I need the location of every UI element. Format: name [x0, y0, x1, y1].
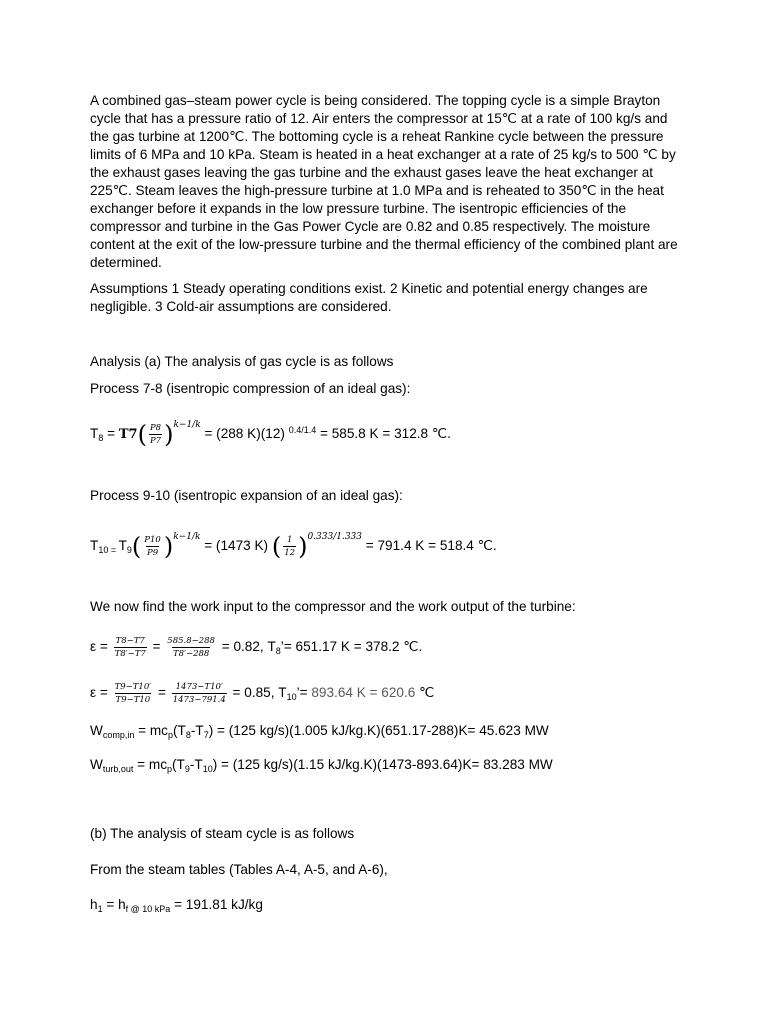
equation-t10: $T_{10 =}$ $T_9$( $\frac{P10}{P9}$ )$^{k-1/k}$ = (1473 K) ( $\frac{1}{12}$ )$^{0.333/1.333}$ = 791.4 K = 518.4 ℃.	[90, 532, 497, 561]
process-9-10-heading: Process 9-10 (isentropic expansion of an ideal gas):	[90, 488, 403, 503]
work-intro: We now find the work input to the compressor and the work output of the turbine:	[90, 599, 576, 614]
process-7-8-heading: Process 7-8 (isentropic compression of an ideal gas):	[90, 381, 411, 396]
equation-h1: $h_1 = h_{f @ 10 kPa} = 191.81$ kJ/kg	[90, 897, 263, 914]
analysis-a-heading: Analysis (a) The analysis of gas cycle is as follows	[90, 354, 394, 369]
analysis-b-heading: (b) The analysis of steam cycle is as follows	[90, 826, 355, 841]
equation-compressor-work: $W_{comp,in} = mc_p(T_8-T_7) = (125$ kg/s)(1.005 kJ/kg.K)(651.17-288)K= 45.623 MW	[90, 723, 549, 740]
assumptions: Assumptions 1 Steady operating conditions exist. 2 Kinetic and potential energy changes are negligible. 3 Cold-air assumptions are considered.	[90, 281, 648, 314]
equation-compressor-efficiency: ε = $\frac{T8-T7}{T8'-T7}$ = $\frac{585.8-288}{T8'-288}$ = 0.82, $T_8’= 651.17$ K = 378.2 ℃.	[90, 636, 423, 659]
equation-turbine-efficiency: ε = $\frac{T9-T10'}{T9-T10}$ = $\frac{1473-T10'}{1473-791.4}$ = 0.85, $T_{10}’= 893.64$ K = 620.6 ℃	[90, 682, 435, 705]
equation-turbine-work: $W_{turb,out} = mc_p(T_9-T_{10}) = (125$ kg/s)(1.15 kJ/kg.K)(1473-893.64)K= 83.283 MW	[90, 757, 553, 774]
problem-statement: A combined gas–steam power cycle is being considered. The topping cycle is a simple Brayton cycle that has a pressure ratio of 12. Air enters the compressor at 15℃ at a rate of 100 kg/s and the gas turbine at 1200℃. The bottoming cycle is a reheat Rankine cycle between the pressure limits of 6 MPa and 10 kPa. Steam is heated in a heat exchanger at a rate of 25 kg/s to 500 ℃ by the exhaust gases leaving the gas turbine and the exhaust gases leave the heat exchanger at 225℃. Steam leaves the high-pressure turbine at 1.0 MPa and is reheated to 350℃ in the heat exchanger before it expands in the low pressure turbine. The isentropic efficiencies of the compressor and turbine in the Gas Power Cycle are 0.82 and 0.85 respectively. The moisture content at the exit of the low-pressure turbine and the thermal efficiency of the combined plant are determined.	[90, 93, 678, 270]
steam-tables-line: From the steam tables (Tables A-4, A-5, and A-6),	[90, 862, 388, 877]
equation-t8: $T_8 = T7$( $\frac{P8}{P7}$ )$^{k-1/k}$ = (288 K)(12) $^{0.4/1.4}$ = 585.8 K = 312.8 ℃.	[90, 420, 451, 449]
